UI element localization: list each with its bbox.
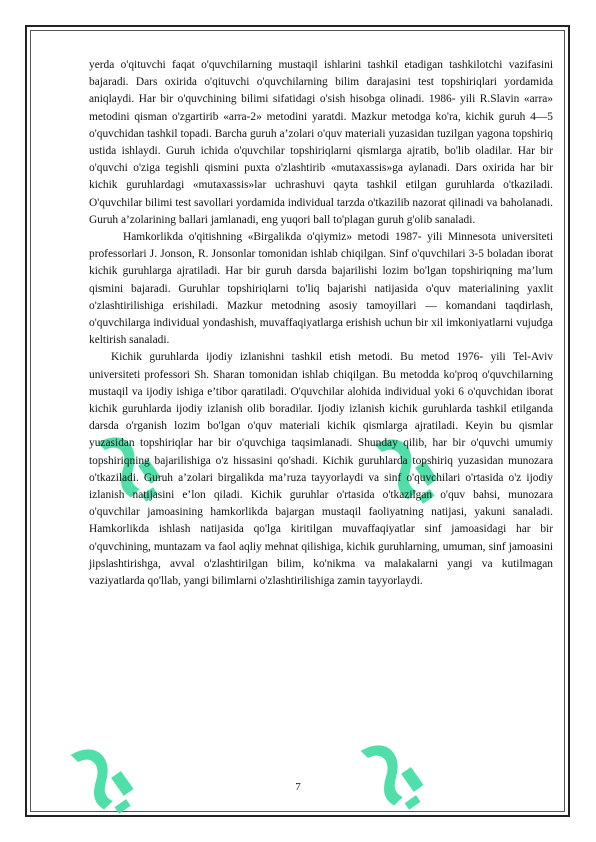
paragraph-arra-method: yerda o'qituvchi faqat o'quvchilarning mustaqil ishlarini tashkil etadigan tashkilotchi vazifasini bajaradi. Dars oxirida o'qituvchi o'quvchilarning bilim darajasini test topshiriqlari yordamida aniqlaydi. Har bir o'quvchining bilimi sifatidagi o'sish hisobga olinadi. 1986- yili R.Slavin «arra» metodini qisman o'zgartirib «arra-2» metodini yaratdi. Mazkur metodga ko'ra, kichik guruh 4—5 o'quvchidan tashkil topadi. Barcha guruh a’zolari o'quv materiali yuzasidan tuzilgan yagona topshiriq ustida ishlaydi. Guruh ichida o'quvchilar topshiriqlarni qismlarga ajratib, bo'lib oladilar. Har bir o'quvchi o'ziga tegishli qismini puxta o'zlashtirib «mutaxassis»ga aylanadi. Dars oxirida har bir kichik guruhlardagi «mutaxassis»lar uchrashuvi qayta tashkil etilgan guruhlarda o'tkaziladi. O'quvchilar bilimi test savollari yordamida individual tarzda o'tkazilib nazorat qilinadi va baholanadi. Guruh a’zolarining ballari jamlanadi, eng yuqori ball to'plagan guruh g'olib sanaladi. xyxy=(89,59,553,226)
page-number: 7 xyxy=(295,781,301,793)
paragraph-group-investigation-method: Kichik guruhlarda ijodiy izlanishni tashkil etish metodi. Bu metod 1976- yili Tel-Aviv universiteti professori Sh. Sharan tomonidan ishlab chiqilgan. Bu metodda ko'proq o'quvchilarning mustaqil va ijodiy ishiga e’tibor qaratiladi. O'quvchilar alohida individual yoki 6 o'quvchidan iborat kichik guruhlarda ijodiy izlanish olib boradilar. Ijodiy izlanish kichik guruhlarda tashkil etilganda darsda o'rganish lozim bo'lgan o'quv materiali kichik qismlarga ajratiladi. Keyin bu qismlar yuzasidan topshiriqlar har bir o'quvchiga taqsimlanadi. Shunday qilib, har bir o'quvchi umumiy topshiriqning bajarilishiga o'z hissasini qo'shadi. Kichik guruhlarda topshiriq yuzasidan munozara o'tkaziladi. Guruh a’zolari birgalikda ma’ruza tayyorlaydi va sinf o'quvchilari o'rtasida o'z ijodiy izlanish natijasini e’lon qiladi. Kichik guruhlar o'rtasida o'tkazilgan o'quv bahsi, munozara o'quvchilar jamoasining hamkorlikda bajargan mustaqil faoliyatning natijasi, yakuni sanaladi. Hamkorlikda ishlash natijasida qo'lga kiritilgan muvaffaqiyatlar sinf jamoasidagi har bir o'quvchining, muntazam va faol aqliy mehnat qilishiga, kichik guruhlarning, umuman, sinf jamoasini jipslashtirishga, avval o'zlashtirilgan bilim, ko'nikma va malakalarni yangi va kutilmagan vaziyatlarda qo'llab, yangi bilimlarni o'zlashtirilishiga zamin tayyorlaydi. xyxy=(89,351,553,588)
paragraph-learning-together-method: Hamkorlikda o'qitishning «Birgalikda o'qiymiz» metodi 1987- yili Minnesota universiteti professorlari J. Jonson, R. Jonsonlar tomonidan ishlab chiqilgan. Sinf o'quvchilari 3-5 boladan iborat kichik guruhlarga ajratiladi. Har bir guruh darsda bajarilishi lozim bo'lgan topshiriqning ma’lum qismini bajaradi. Guruhlar topshiriqlarni to'liq bajarishi natijasida o'quv materialining yaxlit o'zlashtirilishiga erishiladi. Mazkur metodning asosiy tamoyillari — komandani taqdirlash, o'quvchilarga individual yondashish, muvaffaqiyatlarga erishish uchun bir xil imkoniyatlarni vujudga keltirish sanaladi. xyxy=(89,231,553,347)
page-body-text xyxy=(89,57,553,590)
